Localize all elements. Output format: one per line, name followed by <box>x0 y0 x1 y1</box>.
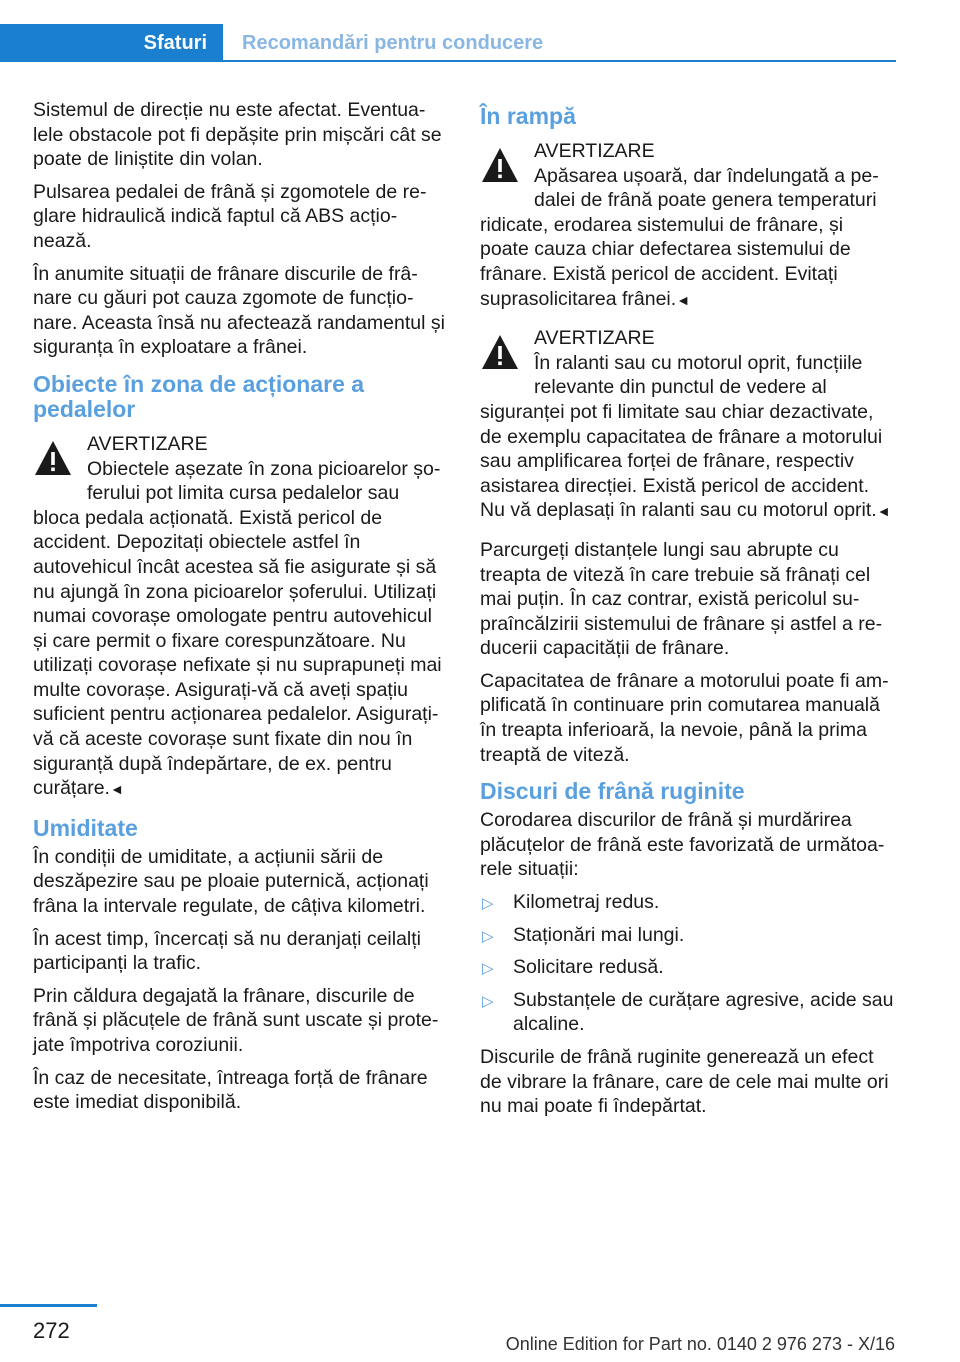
heading-pedals: Obiecte în zona de acționare a pedalelor <box>33 370 365 422</box>
subsection-title: Recomandări pentru conducere <box>242 32 544 54</box>
paragraph: În condiții de umiditate, a acțiunii sării de deszăpezire sau pe ploaie puternică, acționați frâna la intervale regulate, de câțiva kilometri. <box>33 845 429 918</box>
paragraph: Discurile de frână ruginite generează un efect de vibrare la frânare, care de cele mai multe ori nu mai poate fi îndepărtat. <box>480 1046 889 1118</box>
warning-title: AVERTIZARE <box>87 432 208 455</box>
paragraph: Corodarea discurilor de frână și murdărirea plăcuțelor de frână este favorizată de următoarele situații: <box>480 809 885 881</box>
heading-rust: Discuri de frână ruginite <box>480 778 745 805</box>
bullet-triangle-icon: ▷ <box>482 895 494 913</box>
warning-ramp-brake <box>480 139 894 312</box>
end-mark: ◄ <box>676 291 691 308</box>
warning-text: Obiectele așezate în zona picioarelor șoferului pot limita cursa pedalelor sau bloca pedala acționată. Există pericol de accident. Depozitați obiectele astfel în autovehicul încât acestea să fie asigurate și să nu ajungă în zona picioarelor șoferului. Utilizați numai covorașe omologate pentru autovehicul și care permit o fixare corespunzătoare. Nu utilizați covorașe nefixate și nu suprapuneți mai multe covorașe. Asigurați-vă că aveți spațiu suficient pentru acționarea pedalelor. Asigurați-vă că aceste covorașe sunt fixate din nou în siguranță după îndepărtare, de ex. pentru curățare.◄ <box>33 457 442 800</box>
page-number: 272 <box>33 1318 70 1343</box>
bullet-triangle-icon: ▷ <box>482 960 494 978</box>
paragraph: În acest timp, încercați să nu deranjați ceilalți participanți la trafic. <box>33 927 422 975</box>
list-item: ▷ Kilometraj redus. <box>480 890 894 915</box>
paragraph: Prin căldura degajată la frânare, discurile de frână și plăcuțele de frână sunt uscate și protejate împotriva coroziunii. <box>33 984 439 1056</box>
end-mark: ◄ <box>876 503 891 520</box>
warning-triangle-icon <box>480 145 520 185</box>
warning-triangle-icon <box>33 438 73 478</box>
warning-title: AVERTIZARE <box>534 140 655 162</box>
bullet-triangle-icon: ▷ <box>482 992 494 1010</box>
heading-humidity: Umiditate <box>33 814 138 841</box>
rust-conditions-list <box>480 890 894 1037</box>
paragraph: Parcurgeți distanțele lungi sau abrupte cu treapta de viteză în care trebuie să frânați cel mai puțin. În caz contrar, există pericolul supraîncălzirii sistemului de frânare și astfel a reducerii capacității de frânare. <box>480 538 883 660</box>
left-column <box>33 98 447 1123</box>
footer-rule <box>0 1304 97 1307</box>
list-item: ▷ Staționări mai lungi. <box>480 923 894 948</box>
end-mark: ◄ <box>109 781 124 798</box>
paragraph: În caz de necesitate, întreaga forță de frânare este imediat disponibilă. <box>33 1066 428 1114</box>
warning-ramp-idle <box>480 326 894 524</box>
list-item: ▷ Solicitare redusă. <box>480 955 894 980</box>
warning-text: În ralanti sau cu motorul oprit, funcțiile relevante din punctul de vedere al siguranței pot fi limitate sau chiar dezactivate, de exemplu capacitatea de frânare a motorului sau amplificarea forței de frânare, respectiv asistarea direcției. Există pericol de accident. Nu vă deplasați în ralanti sau cu motorul oprit.◄ <box>480 351 891 522</box>
page-header <box>0 24 896 62</box>
warning-triangle-icon <box>480 332 520 372</box>
list-item: ▷ Substanțele de curățare agresive, acide sau alcaline. <box>482 988 894 1036</box>
paragraph: În anumite situații de frânare discurile de frânare cu găuri pot cauza zgomote de funcționare. Aceasta însă nu afectează randamentul și siguranța în exploatare a frânei. <box>33 262 445 359</box>
header-rule <box>223 60 896 62</box>
section-tab: Sfaturi <box>0 24 223 62</box>
right-column <box>480 98 894 1127</box>
paragraph: Capacitatea de frânare a motorului poate fi amplificată în continuare prin comutarea manuală în treapta inferioară, la nevoie, până la prima treaptă de viteză. <box>480 669 889 766</box>
edition-note: Online Edition for Part no. 0140 2 976 273 - X/16 <box>505 1334 895 1354</box>
paragraph: Sistemul de direcție nu este afectat. Eventualele obstacole pot fi depășite prin mișcări cât se poate de liniștite din volan. <box>33 99 442 171</box>
warning-title: AVERTIZARE <box>534 327 655 350</box>
bullet-triangle-icon: ▷ <box>482 927 494 945</box>
paragraph: Pulsarea pedalei de frână și zgomotele de reglare hidraulică indică faptul că ABS acționează. <box>33 180 427 252</box>
warning-pedals <box>33 432 447 802</box>
warning-text: Apăsarea ușoară, dar îndelungată a pedalei de frână poate genera temperaturi ridicate, erodarea sistemului de frânare, și poate cauza chiar defectarea sistemului de frânare. Există pericol de accident. Evitați suprasolicitarea frânei.◄ <box>480 164 879 310</box>
heading-ramp: În rampă <box>480 103 576 129</box>
